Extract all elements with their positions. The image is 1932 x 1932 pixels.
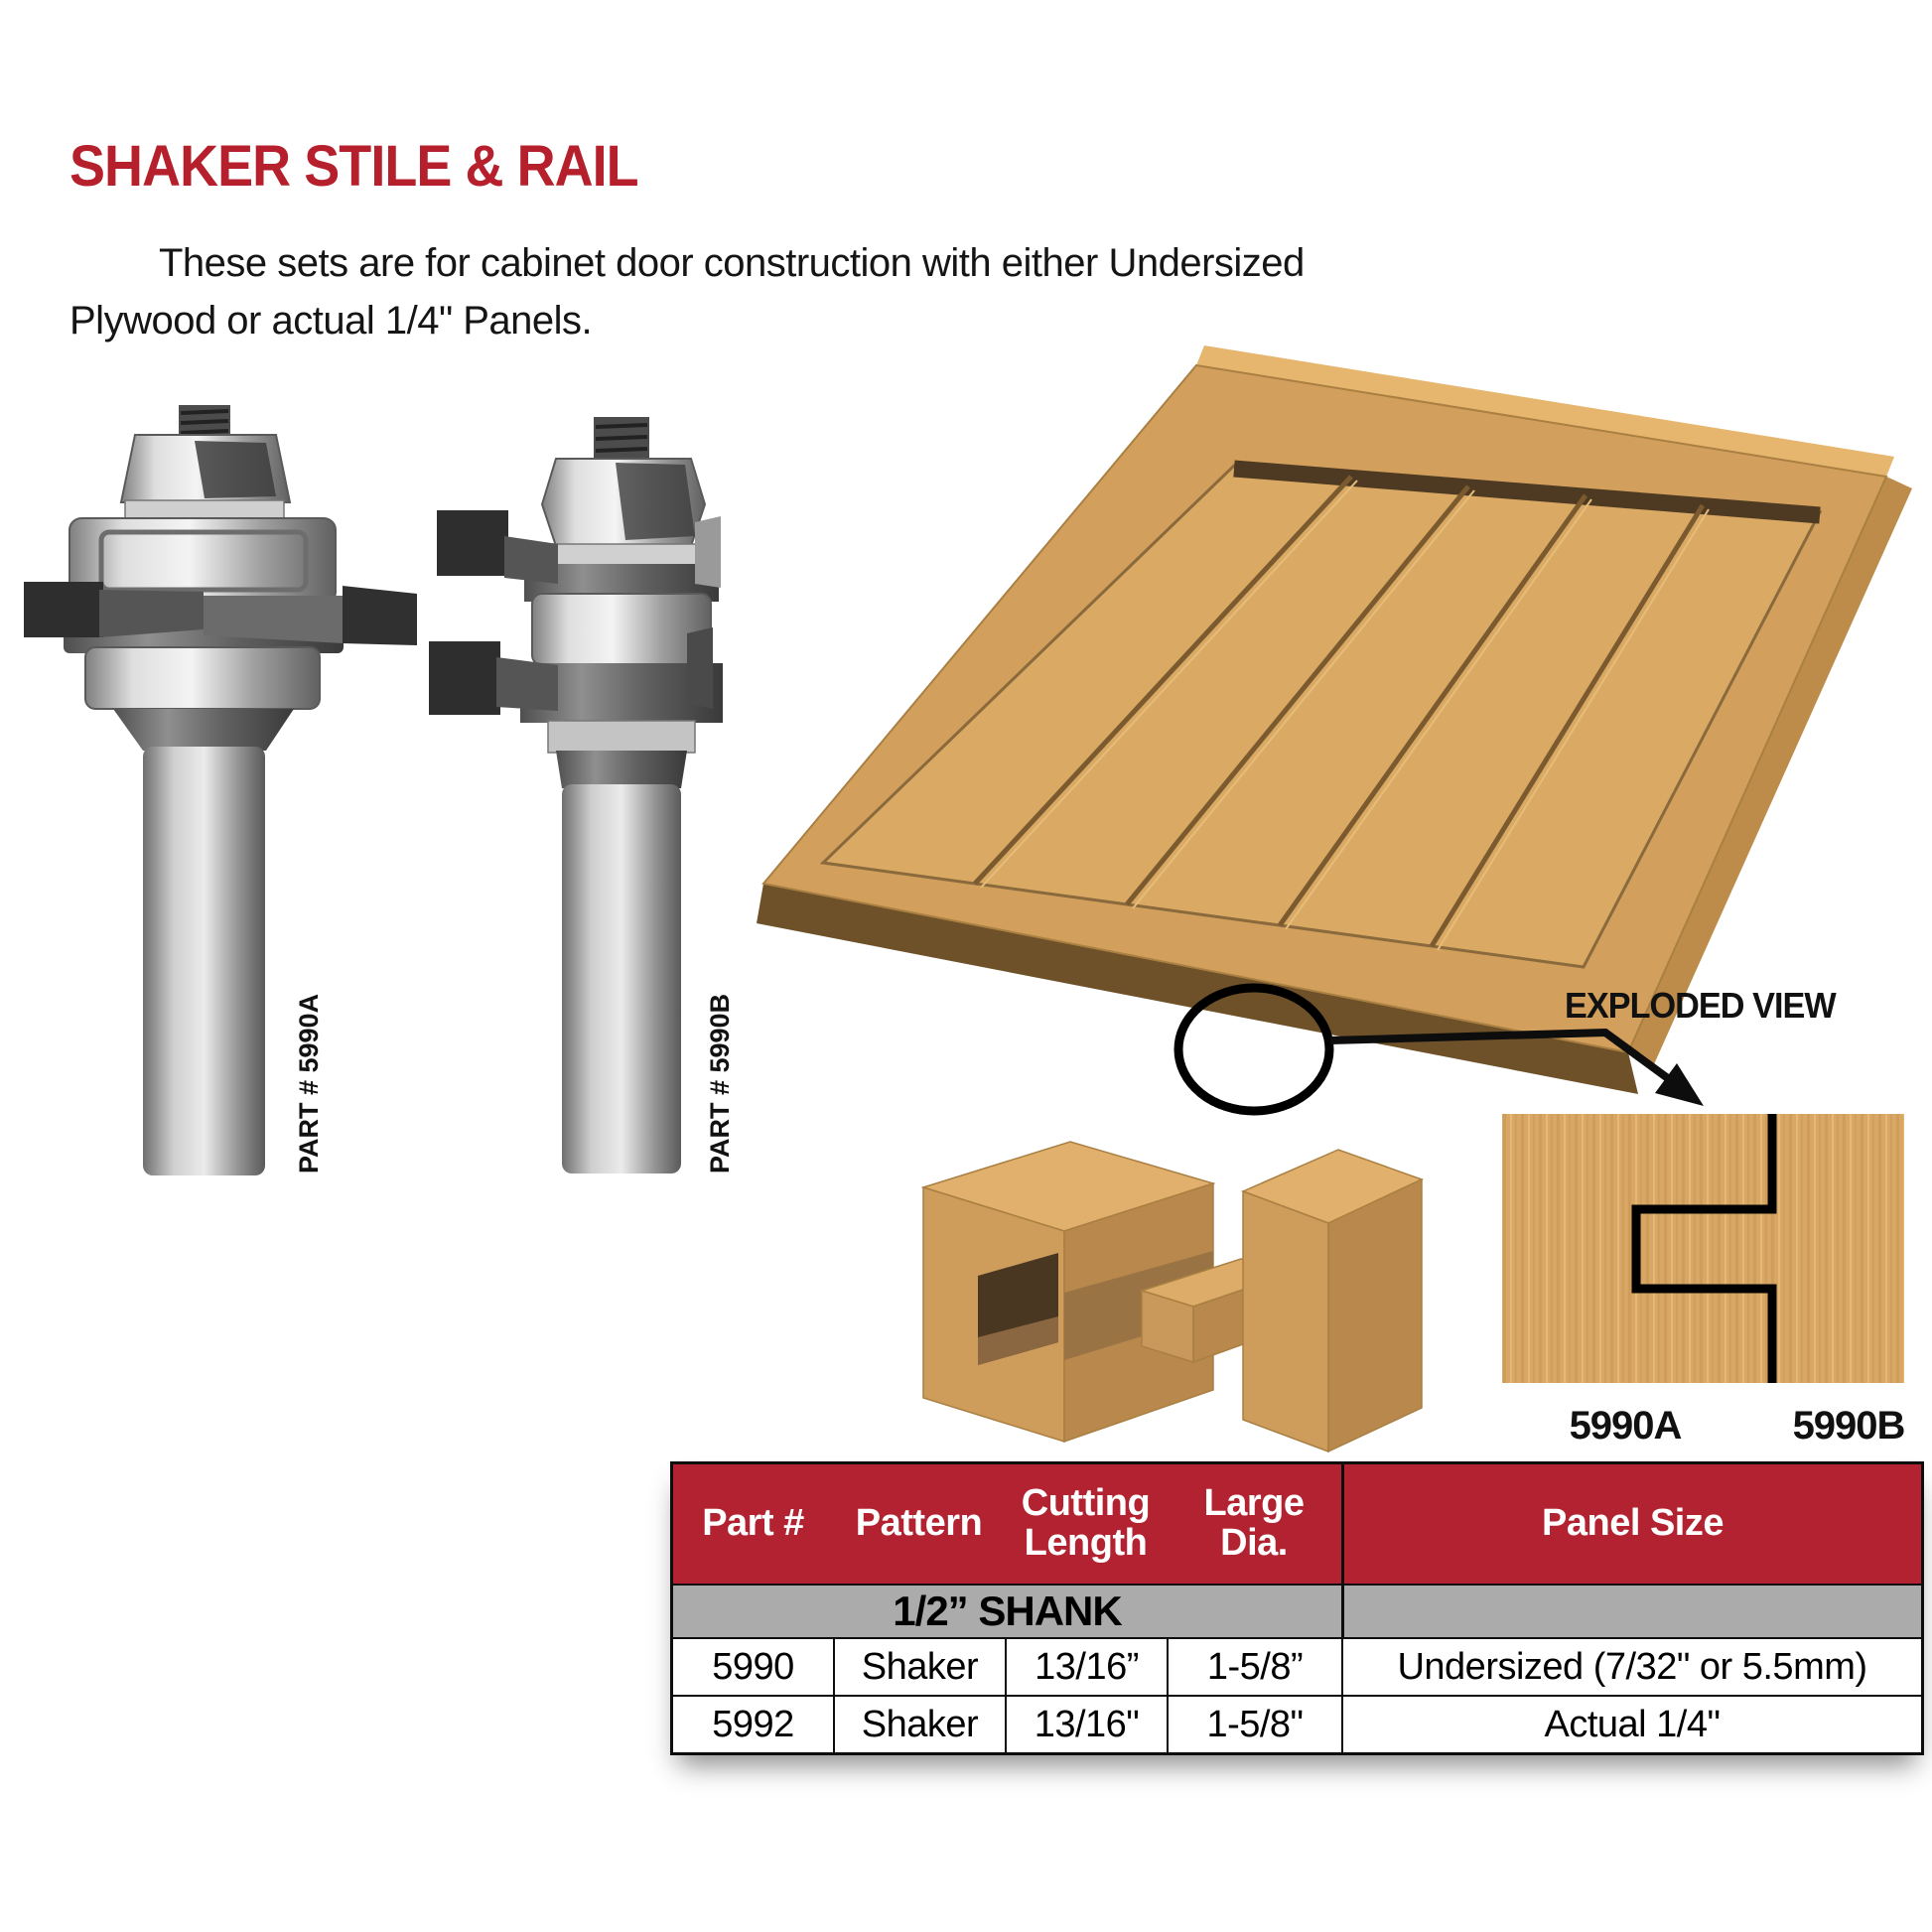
shank-group-label: 1/2” SHANK <box>893 1587 1122 1634</box>
cell-cutting-length: 13/16” <box>1005 1639 1167 1695</box>
cell-panel-size: Undersized (7/32" or 5.5mm) <box>1341 1639 1921 1695</box>
spec-table-header <box>673 1464 1921 1584</box>
col-header-cutting-length: Cutting Length <box>1021 1482 1151 1564</box>
profile-part-5990b: 5990B <box>1792 1404 1905 1448</box>
cell-part: 5990 <box>712 1645 794 1688</box>
cell-part: 5992 <box>712 1703 794 1745</box>
col-header-large-dia: Large Dia. <box>1203 1482 1305 1564</box>
col-header-part: Part # <box>702 1502 804 1545</box>
profile-part-5990a: 5990A <box>1569 1404 1682 1448</box>
col-header-panel-size: Panel Size <box>1341 1464 1921 1584</box>
cell-panel-size: Actual 1/4" <box>1341 1697 1921 1752</box>
col-header-pattern: Pattern <box>855 1502 983 1545</box>
part-number-label-5990b: PART # 5990B <box>705 993 735 1173</box>
spec-table <box>670 1461 1924 1755</box>
intro-line-1: These sets are for cabinet door construction with either Undersized <box>159 241 1305 285</box>
table-row <box>673 1695 1921 1752</box>
cell-cutting-length: 13/16" <box>1005 1697 1167 1752</box>
cell-pattern: Shaker <box>833 1639 1005 1695</box>
joint-profile-illustration <box>1502 1114 1904 1383</box>
router-bit-a-image <box>24 405 417 1175</box>
joint-blocks-illustration <box>923 1142 1422 1451</box>
cell-pattern: Shaker <box>833 1697 1005 1752</box>
intro-line-2: Plywood or actual 1/4" Panels. <box>69 299 593 343</box>
cell-large-dia: 1-5/8" <box>1167 1697 1341 1752</box>
cell-large-dia: 1-5/8” <box>1167 1639 1341 1695</box>
router-bit-b-image <box>429 417 723 1173</box>
table-row <box>673 1637 1921 1695</box>
cabinet-door-illustration <box>757 345 1912 1094</box>
profile-wood <box>1502 1114 1904 1383</box>
page-title: SHAKER STILE & RAIL <box>69 134 638 199</box>
part-number-label-5990a: PART # 5990A <box>294 993 324 1173</box>
shank-group-row <box>673 1584 1921 1637</box>
exploded-view-caption: EXPLODED VIEW <box>1565 985 1836 1026</box>
